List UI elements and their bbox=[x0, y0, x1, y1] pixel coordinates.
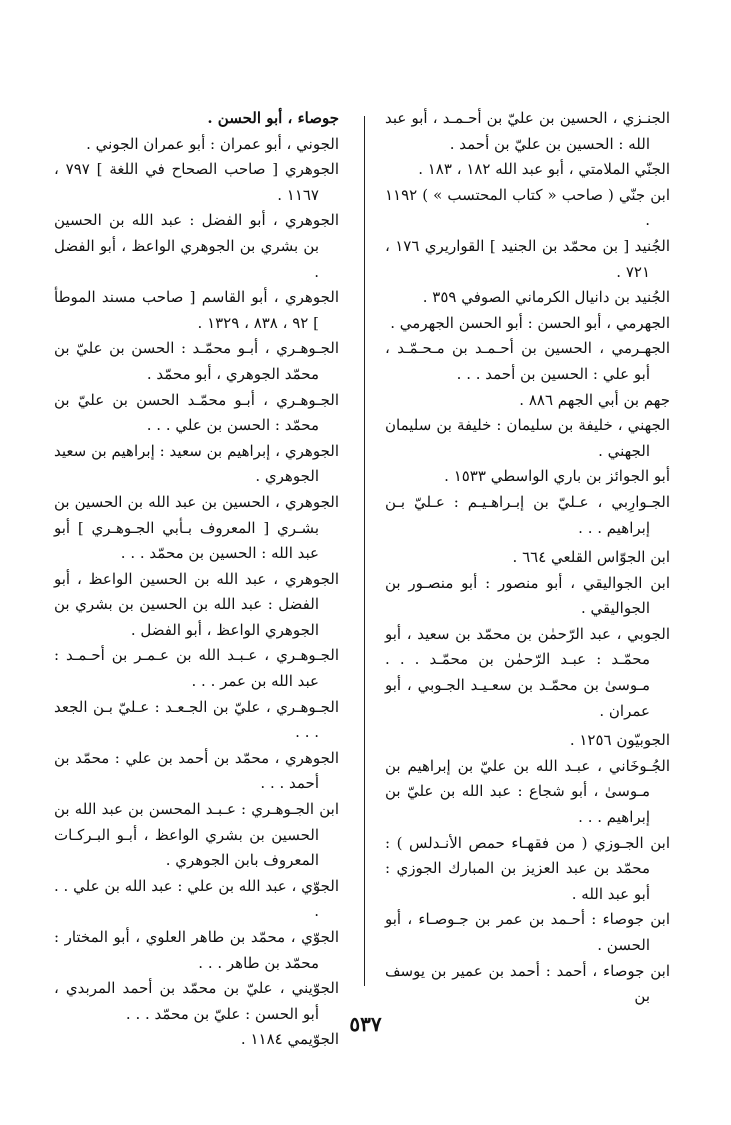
index-entry: ابن جوصاء ، أحمد : أحمد بن عمير بن يوسف بن bbox=[385, 961, 670, 1006]
index-entry: ابن الجـوزي ( من فقهـاء حمص الأنـدلس ) : محمّد بن عبد العزيز بن المبارك الجوزي : أبو عبد الله . bbox=[385, 833, 670, 903]
index-entry: الجوّيمي ١١٨٤ . bbox=[240, 1030, 339, 1049]
index-entry-continuation: جوصاء ، أبو الحسن . bbox=[207, 109, 339, 127]
index-entry: الجنّي الملامتي ، أبو عبد الله ١٨٢ ، ١٨٣ . bbox=[418, 160, 670, 179]
index-entry: الجوبي ، عبد الرّحمٰن بن محمّد بن سعيد ، أبو محمّـد : عبـد الرّحمٰن بن محمّـد . . . مـوسىٰ بن محمّـد بن سعـيـد الجـوبي ، أبو عمران . bbox=[385, 624, 670, 720]
index-entry: جهم بن أبي الجهم ٨٨٦ . bbox=[519, 390, 670, 409]
left-column bbox=[54, 106, 339, 1053]
index-entry: أبو الجوائز بن باري الواسطي ١٥٣٣ . bbox=[444, 467, 670, 486]
index-entry: الجُـوخَاني ، عبـد الله بن عليّ بن إبراهيم بن مـوسىٰ ، أبو شجاع : عبد الله بن عليّ بن إبراهيم . . . bbox=[385, 756, 670, 827]
index-entry: الجوهري ، أبو الفضل : عبد الله بن الحسين بن بشري بن الجوهري الواعظ ، أبو الفضل . bbox=[54, 211, 339, 281]
index-entry: الجوبيّون ١٢٥٦ . bbox=[569, 731, 670, 750]
index-entry: ابن الجواليقي ، أبو منصور : أبو منصـور بن الجواليقي . bbox=[385, 573, 670, 618]
right-column bbox=[385, 106, 670, 1010]
index-entry: الجوهري ، إبراهيم بن سعيد : إبراهيم بن سعيد الجوهري . bbox=[54, 441, 339, 486]
index-entry: ابن جوصاء : أحـمد بن عمر بن جـوصـاء ، أبو الحسن . bbox=[385, 910, 670, 954]
index-entry: ابن جنّي ( صاحب « كتاب المحتسب » ) ١١٩٢ . bbox=[385, 185, 670, 230]
index-entry: الجوهري ، أبو القاسم [ صاحب مسند الموطأ ] ٩٢ ، ٨٣٨ ، ١٣٢٩ . bbox=[54, 288, 339, 332]
index-entry: الجوّي ، محمّد بن طاهر العلوي ، أبو المختار : محمّد بن طاهر . . . bbox=[54, 928, 339, 972]
index-entry: الجـوارِبي ، عـليّ بن إبـراهـيـم : عـليّ بـن إبراهيم . . . bbox=[385, 492, 670, 537]
index-entry: الجـوهـري ، عليّ بن الجـعـد : عـليّ بـن الجعد . . . bbox=[54, 697, 339, 742]
index-entry: الجـوهـري ، عـبـد الله بن عـمـر بن أحـمـد : عبد الله بن عمر . . . bbox=[54, 646, 339, 691]
index-entry: الجوهري ، محمّد بن أحمد بن علي : محمّد بن أحمد . . . bbox=[54, 748, 339, 793]
index-entry: الجوهري ، عبد الله بن الحسين الواعظ ، أبو الفضل : عبد الله بن الحسين بن بشري بن الجوهري الواعظ ، أبو الفضل . bbox=[54, 569, 339, 639]
index-entry: الجوّي ، عبد الله بن علي : عبد الله بن علي . . . bbox=[54, 876, 339, 921]
index-entry: الجُنيد [ بن محمّد بن الجنيد ] القواريري ١٧٦ ، ٧٢١ . bbox=[385, 236, 671, 281]
index-entry: الجـوهـري ، أبـو محمّـد : الحسن بن عليّ بن محمّد الجوهري ، أبو محمّد . bbox=[54, 339, 339, 383]
index-entry: الجُنيد بن دانيال الكرماني الصوفي ٣٥٩ . bbox=[422, 288, 670, 307]
index-entry: الجـوهـري ، أبـو محمّـد الحسن بن عليّ بن محمّد : الحسن بن علي . . . bbox=[54, 390, 339, 435]
index-entry: الجوهري ، الحسين بن عبد الله بن الحسين بن بشـري [ المعروف بـأبي الجـوهـري ] أبو عبد الله : الحسين بن محمّد . . . bbox=[54, 492, 339, 563]
index-entry: الجوّيني ، عليّ بن محمّد بن أحمد المربدي ، أبو الحسن : عليّ بن محمّد . . . bbox=[54, 979, 339, 1023]
column-divider bbox=[364, 116, 365, 986]
index-entry: الجنـزي ، الحسين بن عليّ بن أحـمـد ، أبو عبد الله : الحسين بن عليّ بن أحمد . bbox=[385, 109, 670, 153]
index-entry: الجوني ، أبو عمران : أبو عمران الجوني . bbox=[86, 134, 339, 153]
index-entry: الجهرمي ، أبو الحسن : أبو الحسن الجهرمي . bbox=[390, 313, 670, 332]
index-entry: ابن الجـوهـري : عـبـد المحسن بن عبد الله بن الحسين بن بشري الواعظ ، أبـو البـركـات المعروف بابن الجوهري . bbox=[54, 800, 339, 870]
index-entry: ابن الجوّاس القلعي ٦٦٤ . bbox=[512, 548, 670, 567]
index-entry: الجوهري [ صاحب الصحاح في اللغة ] ٧٩٧ ، ١١٦٧ . bbox=[54, 160, 340, 204]
index-entry: الجهـرمي ، الحسين بن أحـمـد بن مـحـمّـد ، أبو علي : الحسين بن أحمد . . . bbox=[385, 339, 670, 383]
page-number: ٥٣٧ bbox=[349, 1012, 382, 1036]
index-entry: الجهني ، خليفة بن سليمان : خليفة بن سليمان الجهني . bbox=[385, 416, 670, 460]
